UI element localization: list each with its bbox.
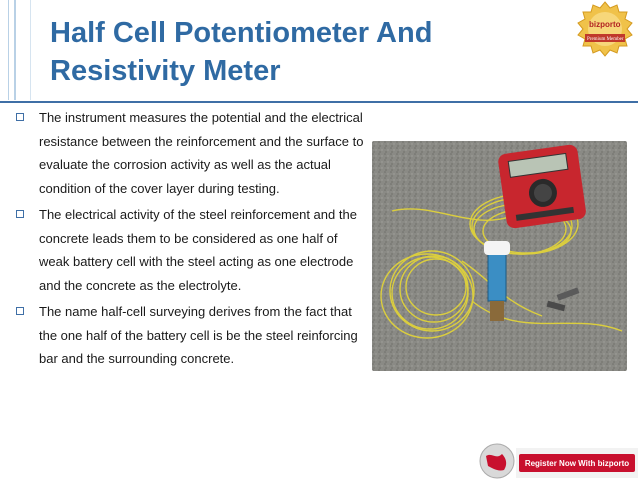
decorative-rule	[14, 0, 16, 100]
premium-member-badge-icon	[575, 0, 635, 60]
decorative-rule	[8, 0, 9, 100]
badge-brand: bizporto	[589, 20, 621, 29]
square-bullet-icon	[16, 113, 24, 121]
meter-photo	[372, 141, 627, 371]
register-button[interactable]: Register Now With bizporto	[519, 454, 635, 472]
list-item	[12, 203, 367, 297]
decorative-rule	[30, 0, 31, 100]
square-bullet-icon	[16, 307, 24, 315]
globe-icon	[478, 442, 516, 480]
slide-title: Half Cell Potentiometer And Resistivity Meter	[50, 17, 433, 87]
title-underline	[0, 101, 638, 103]
bullet-text: The name half-cell surveying derives from the fact that the one half of the battery cell is be the steel reinforcing bar and the surrounding concrete.	[39, 304, 358, 366]
bullet-text: The electrical activity of the steel reinforcement and the concrete leads them to be considered as one half of weak battery cell with the steel acting as one electrode and the concrete as the electrolyte.	[39, 207, 357, 293]
bullet-list	[12, 106, 367, 374]
square-bullet-icon	[16, 210, 24, 218]
list-item	[12, 106, 367, 200]
bullet-text: The instrument measures the potential and the electrical resistance between the reinforcement and the surface to evaluate the corrosion activity as well as the actual condition of the cover layer during testing.	[39, 110, 364, 196]
list-item	[12, 300, 367, 371]
badge-label: Premium Member	[587, 37, 624, 42]
